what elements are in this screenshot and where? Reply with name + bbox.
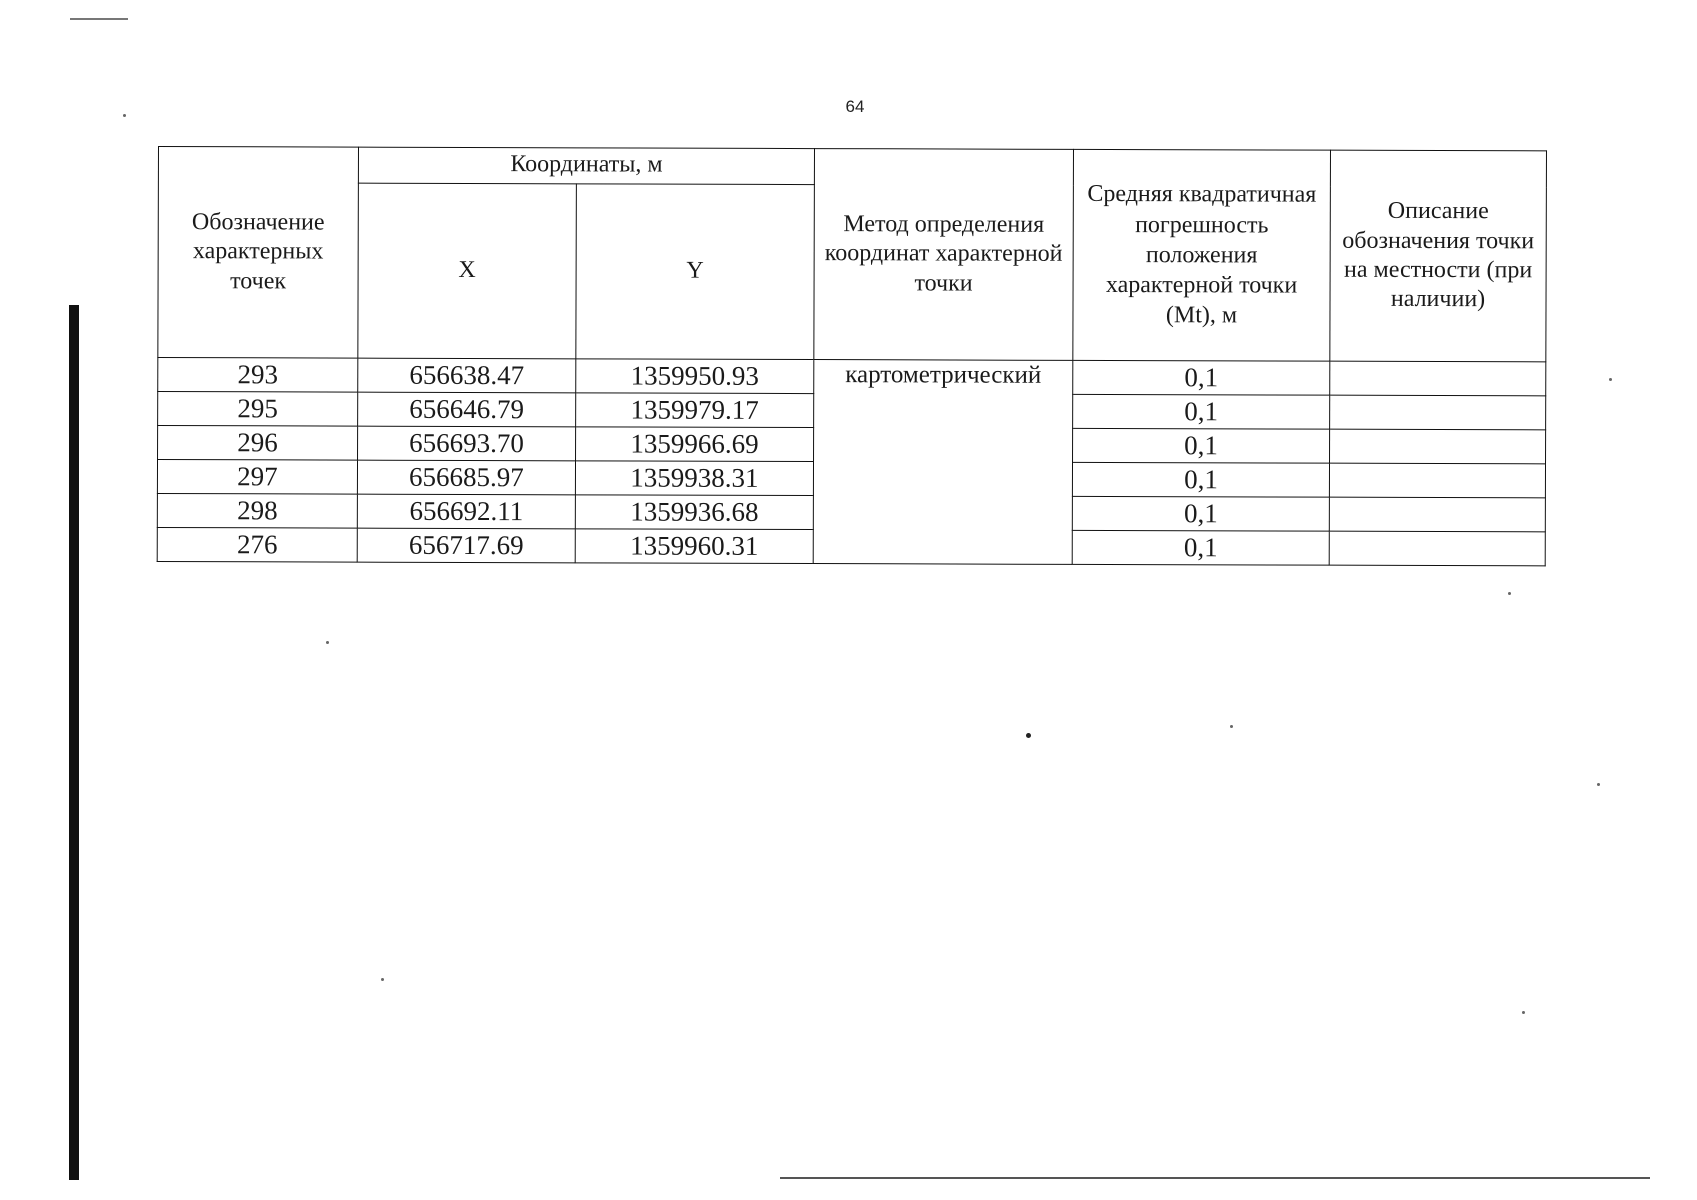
y-cell: 1359936.68 [575, 495, 813, 530]
point-cell: 295 [158, 392, 358, 427]
point-cell: 293 [158, 358, 358, 393]
scan-artifact-bottom-line [780, 1177, 1650, 1179]
x-cell: 656638.47 [358, 358, 576, 393]
scan-speck [381, 978, 384, 981]
mt-cell: 0,1 [1073, 428, 1330, 463]
mt-cell: 0,1 [1072, 530, 1329, 565]
point-cell: 297 [157, 460, 357, 495]
point-cell: 298 [157, 493, 357, 528]
mt-cell: 0,1 [1073, 394, 1330, 429]
mt-cell: 0,1 [1072, 496, 1329, 531]
description-cell [1329, 531, 1545, 566]
scan-speck [1026, 733, 1031, 738]
y-cell: 1359960.31 [575, 529, 813, 564]
mt-cell: 0,1 [1072, 462, 1329, 497]
description-cell [1329, 463, 1545, 498]
description-cell [1330, 395, 1546, 430]
header-point-designation: Обозначение характерных точек [158, 147, 359, 359]
description-cell [1329, 497, 1545, 532]
x-cell: 656692.11 [357, 494, 575, 529]
scan-speck [1609, 378, 1612, 381]
x-cell: 656717.69 [357, 528, 575, 563]
method-cell: картометрический [813, 360, 1073, 565]
coordinates-table [157, 146, 1547, 566]
point-cell: 276 [157, 527, 357, 562]
page-number: 64 [845, 97, 865, 116]
header-coordinates: Координаты, м [358, 147, 814, 184]
table-row [158, 358, 1546, 396]
x-cell: 656685.97 [357, 460, 575, 495]
y-cell: 1359966.69 [576, 427, 814, 462]
header-method: Метод определения координат характерной точки [814, 149, 1074, 361]
header-mean-square-error: Средняя квадратичная погрешность положения характерной точки (Mt), м [1073, 149, 1331, 361]
y-cell: 1359979.17 [576, 393, 814, 428]
scan-speck [123, 114, 126, 117]
scan-artifact-left-bar [69, 305, 79, 1180]
scan-speck [1597, 783, 1600, 786]
description-cell [1330, 429, 1546, 464]
scan-speck [1230, 725, 1233, 728]
header-x: X [358, 183, 577, 359]
x-cell: 656693.70 [358, 426, 576, 461]
scan-speck [326, 641, 329, 644]
point-cell: 296 [158, 426, 358, 461]
y-cell: 1359938.31 [575, 461, 813, 496]
y-cell: 1359950.93 [576, 359, 814, 394]
scan-speck [1508, 592, 1511, 595]
header-y: Y [576, 184, 815, 360]
scan-speck [1522, 1011, 1525, 1014]
x-cell: 656646.79 [358, 392, 576, 427]
header-description: Описание обозначения точки на местности (при наличии) [1330, 150, 1547, 362]
description-cell [1330, 361, 1546, 396]
mt-cell: 0,1 [1073, 360, 1330, 395]
scan-artifact-top-mark [70, 18, 128, 20]
